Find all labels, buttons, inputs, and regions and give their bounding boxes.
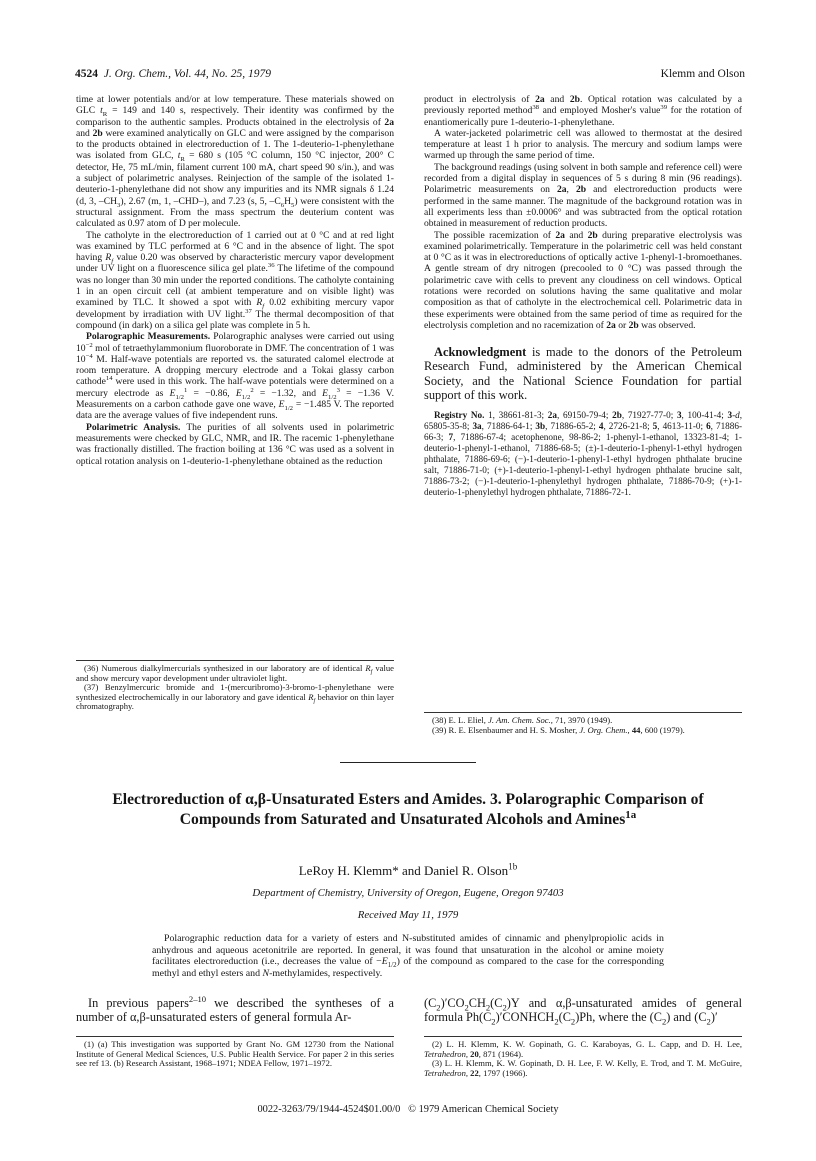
footnote-rule [76, 1036, 394, 1037]
title-footnote-marker: 1a [625, 808, 637, 821]
paragraph: A water-jacketed polarimetric cell was allowed to thermostat at the desired temperature at least 1 h prior to analysis. The mercury and sodium lamps were warmed up through the same period of time. [424, 127, 742, 162]
footnotes-right [424, 716, 742, 735]
footnote: (39) R. E. Elsenbaumer and H. S. Mosher, J. Org. Chem., 44, 600 (1979). [432, 724, 685, 735]
affiliation: Department of Chemistry, University of Oregon, Eugene, Oregon 97403 [252, 887, 564, 899]
page-number: 4524 [75, 68, 98, 80]
paragraph: The possible racemization of 2a and 2b during preparative electrolysis was examined polarimetrically. Temperature in the polarimetric cell was held constant at 0 °C as it was in electroreductions of optically active 1-phenyl-1-bromoethanes. A gentle stream of dry nitrogen (precooled to 0 °C) was passed through the polarimetric cave with cells to prevent any cloudiness on cell windows. Optical rotations were recorded on solutions having the same qualitative and molar composition as that of catholyte in the electrochemical cell. Polarimetric data in these experiments were obtained from the same period of time as required for the electrolysis completion and no racemization of 2a or 2b was observed. [424, 229, 742, 331]
footnote: (1) (a) This investigation was supported by Grant No. GM 12730 from the National Institute of General Medical Sciences, U.S. Public Health Service. For paper 2 in this series see ref 13. (b) Research Assistant, 1968–1971; NDEA Fellow, 1971–1972. [76, 1039, 394, 1069]
footnote: (37) Benzylmercuric bromide and 1-(mercuribromo)-3-bromo-1-phenylethane were synthesized electrochemically in our laboratory and gave identical $R_f$ behavior on thin layer chromatography. [76, 682, 394, 712]
article-title-text: Electroreduction of α,β-Unsaturated Esters and Amides. 3. Polarographic Comparison of Compounds from Saturated and Unsaturated Alcohols and Amines [112, 791, 704, 828]
registry-numbers: Registry No. 1, 38661-81-3; 2a, 69150-79-4; 2b, 71927-77-0; 3, 100-41-4; 3-d, 65805-35-8; 3a, 71886-64-1; 3b, 71886-65-2; 4, 2726-21-8; 5, 4613-11-0; 6, 71886-66-3; 7, 71886-67-4; acetophenone, 98-86-2; 1-phenyl-1-ethanol, 13323-81-4; 1-deuterio-1-phenyl-1-ethanol, 71886-68-5; (±)-1-deuterio-1-phenyl-1-ethyl hydrogen phthalate, 71886-69-6; (−)-1-deuterio-1-phenyl-1-ethyl hydrogen phthalate brucine salt, 71886-71-0; (+)-1-deuterio-1-phenyl-1-ethyl hydrogen phthalate brucine salt, 71886-73-2; (−)-1-deuterio-1-phenylethyl hydrogen phthalate, 71886-70-9; (+)-1-deuterio-1-phenylethyl hydrogen phthalate, 71886-72-1. [424, 410, 743, 498]
running-header [75, 68, 745, 84]
received-date: Received May 11, 1979 [357, 909, 459, 921]
paragraph: Polarimetric Analysis. The purities of all solvents used in polarimetric measurements were checked by GLC, NMR, and IR. The racemic 1-phenylethane was fractionally distilled. The fraction boiling at 136 °C was used as a solvent in optical rotation analysis on 1-deuterio-1-phenylethane obtained as the reduction [76, 421, 394, 467]
footnotes-bottom-left [76, 1040, 394, 1069]
right-column-top [424, 94, 742, 498]
paragraph: The background readings (using solvent in both sample and reference cell) were recorded from a digital display in sequences of 5 s during 8 min (96 readings). Polarimetric measurements on 2a, 2b and electroreduction products were performed in the same manner. The magnitude of the background rotation was in all experiments less than ±0.0006° and was subtracted from the optical rotation obtained in measurement of reduction products. [424, 161, 743, 230]
journal-citation: J. Org. Chem., Vol. 44, No. 25, 1979 [103, 68, 272, 80]
running-authors: Klemm and Olson [660, 68, 745, 80]
author-names: LeRoy H. Klemm* and Daniel R. Olson [298, 863, 509, 878]
intro-right: $(C_2)'CO_2CH_2(C_2)Y$ and α,β-unsaturated amides of general formula $Ph(C_2)'CONHCH_2(C_2)Ph$, where the $(C_2)$ and $(C_2)'$ [424, 996, 742, 1027]
footnote-rule [76, 660, 394, 661]
footnote-rule [424, 1036, 742, 1037]
article-separator [340, 762, 476, 763]
page-footer [100, 1104, 716, 1115]
article-code: 0022-3263/79/1944-4524$01.00/0 [257, 1104, 401, 1115]
footnote: (2) L. H. Klemm, K. W. Gopinath, G. C. Karaboyas, G. L. Capp, and D. H. Lee, Tetrahedron, 20, 871 (1964). [424, 1039, 742, 1059]
header-left [75, 68, 271, 80]
paragraph: time at lower potentials and/or at low temperature. These materials showed on GLC $t_R = 149$ and 140 s, respectively. Their identity was confirmed by the comparison to the authentic samples. Products obtained in the electrolysis of 2a and 2b were examined analytically on GLC and were assigned by the comparison to the products obtained in electroreduction of 1. The 1-deuterio-1-phenylethane was isolated from GLC, $t_R = 680$ s (105 °C column, 150 °C injector, 200° C detector, He, 75 mL/min, filament current 100 mA, chart speed 90 s/in.), and was a subject of polarimetric analyses. Reinjection of the sample of the isolated 1-deuterio-1-phenylethane did not show any impurities and its NMR signals δ 1.24 (d, 3, $-CH_3$), 2.67 (m, 1, –CHD–), and 7.23 (s, 5, $-C_6H_5$) were consistent with the structural assignment. From the mass spectrum the deuterium content was calculated as 0.97 atom of D per molecule. [76, 94, 394, 230]
intro-left: In previous papers$^{2-10}$ we described the syntheses of a number of α,β-unsaturated esters of general formula Ar- [76, 993, 394, 1025]
footnote: (3) L. H. Klemm, K. W. Gopinath, D. H. Lee, F. W. Kelly, E. Trod, and T. M. McGuire, Tetrahedron, 22, 1797 (1966). [424, 1058, 742, 1078]
copyright: © 1979 American Chemical Society [408, 1104, 559, 1115]
footnote: (38) E. L. Eliel, J. Am. Chem. Soc., 71, 3970 (1949). [432, 715, 613, 725]
paragraph: The catholyte in the electroreduction of 1 carried out at 0 °C and at red light was examined by TLC performed at 6 °C and in the absence of light. The spot having $R_f$ value 0.20 was observed by characteristic mercury vapor development under UV light on a fluorescence silica gel plate.$^{36}$ The lifetime of the compound was no longer than 30 min under the reported conditions. The catholyte containing 1 in an open circuit cell (at ambient temperature and on visible light) was examined by TLC. It showed a spot with $R_f$ 0.02 exhibiting mercury vapor development by irradiation with UV light.$^{37}$ The thermal decomposition of that compound (in dark) on a silica gel plate was complete in 5 h. [76, 229, 395, 331]
article-title [110, 790, 706, 830]
paragraph: Polarographic Measurements. Polarographic analyses were carried out using $10^{-2}$ mol of tetraethylammonium fluoroborate in DMF. The concentration of 1 was $10^{-4}$ M. Half-wave potentials are reported vs. the saturated calomel electrode at room temperature. A dropping mercury electrode and a Tokai glassy carbon cathode$^{14}$ were used in this work. The half-wave potentials were determined on a mercury electrode as $E_{1/2}^1 = -0.86$, $E_{1/2}^2 = -1.32$, and $E_{1/2}^3 = -1.36$ V. Measurements on a carbon cathode gave one wave, $E_{1/2} = -1.485$ V. The reported data are the average values of five independent runs. [76, 331, 394, 422]
left-column-top [76, 94, 394, 467]
footnotes-bottom-right [424, 1040, 742, 1078]
paragraph: product in electrolysis of 2a and 2b. Optical rotation was calculated by a previously reported method$^{38}$ and employed Mosher's value$^{39}$ for the rotation of enantiomerically pure 1-deuterio-1-phenylethane. [424, 94, 742, 128]
abstract: Polarographic reduction data for a variety of esters and N-substituted amides of cinnamic and phenylpropiolic acids in anhydrous and aqueous acetonitrile are reported. In general, it was found that unsaturation in the alcohol or amine moiety facilitates electroreduction (i.e., decreases the value of $-E_{1/2}$) of the compound as compared to the case for the corresponding methyl and ethyl esters and N-methylamides, respectively. [152, 933, 664, 979]
footnote-rule [424, 712, 742, 713]
author-footnote-marker: 1b [508, 861, 518, 872]
authors [100, 863, 716, 879]
footnotes-left [76, 664, 394, 712]
footnote: (36) Numerous dialkylmercurials synthesized in our laboratory are of identical $R_f$ value and show mercury vapor development under ultraviolet light. [76, 663, 394, 683]
acknowledgment: Acknowledgment is made to the donors of the Petroleum Research Fund, administered by the American Chemical Society, and the National Science Foundation for partial support of this work. [424, 345, 742, 402]
